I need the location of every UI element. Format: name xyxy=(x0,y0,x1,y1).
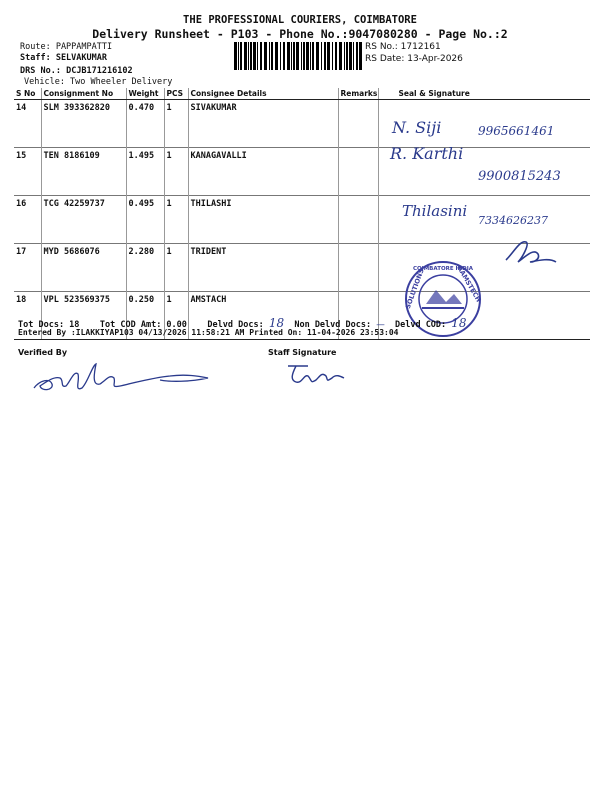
cell-sno: 16 xyxy=(14,196,41,244)
barcode-bar xyxy=(332,42,333,70)
delvd-cod: Delvd COD: xyxy=(394,320,447,330)
rs-date: RS Date: 13-Apr-2026 xyxy=(365,54,463,64)
drs-number: DCJB171216102 xyxy=(66,66,133,76)
barcode-bar xyxy=(283,42,285,70)
barcode-bar xyxy=(287,42,290,70)
cell-remarks xyxy=(338,196,378,244)
delvd-cod-handwritten: 18 xyxy=(451,316,467,330)
barcode-bar xyxy=(321,42,322,70)
barcode-bar xyxy=(253,42,256,70)
barcode-bar xyxy=(234,42,237,70)
barcode-bar xyxy=(353,42,354,70)
stamp-top-text: COIMBATORE INDIA xyxy=(412,266,474,272)
tot-docs: Tot Docs: 18 xyxy=(18,320,80,330)
cell-pcs: 1 xyxy=(164,292,188,340)
barcode-bar xyxy=(240,42,242,70)
rs-number: RS No.: 1712161 xyxy=(365,42,441,52)
route-text: Route: PAPPAMPATTI xyxy=(20,42,113,52)
col-weight: Weight xyxy=(126,88,164,100)
cell-consignee: KANAGAVALLI xyxy=(188,148,338,196)
barcode-bar xyxy=(310,42,311,70)
barcode-bar xyxy=(280,42,281,70)
barcode-bar xyxy=(238,42,239,70)
col-remarks: Remarks xyxy=(338,88,378,100)
barcode-bar xyxy=(312,42,314,70)
cell-weight: 0.495 xyxy=(126,196,164,244)
cell-remarks xyxy=(338,148,378,196)
cell-pcs: 1 xyxy=(164,100,188,148)
barcode-bar xyxy=(275,42,278,70)
cell-remarks xyxy=(338,244,378,292)
barcode-bar xyxy=(248,42,249,70)
signature-row17 xyxy=(500,236,560,268)
cell-weight: 2.280 xyxy=(126,244,164,292)
col-sno: S No xyxy=(14,88,41,100)
staff-signature xyxy=(282,358,352,388)
stamp-left-text: SOLUTIONS xyxy=(403,267,426,310)
barcode-bar xyxy=(339,42,342,70)
cell-weight: 0.250 xyxy=(126,292,164,340)
cell-consignee: THILASHI xyxy=(188,196,338,244)
handwritten-name-row16: Thilasini xyxy=(402,202,468,220)
cell-remarks xyxy=(338,100,378,148)
verified-signature xyxy=(30,358,230,398)
cell-consignee: TRIDENT xyxy=(188,244,338,292)
cell-sno: 14 xyxy=(16,103,27,113)
handwritten-name-row15: R. Karthi xyxy=(390,144,464,163)
barcode-bar xyxy=(346,42,348,70)
tot-cod: Tot COD Amt: 0.00 xyxy=(99,320,187,330)
verified-by-label: Verified By xyxy=(18,348,68,357)
company-title: THE PROFESSIONAL COURIERS, COIMBATORE xyxy=(183,14,417,26)
cell-consignment: TCG 42259737 xyxy=(41,196,126,244)
cell-weight: 1.495 xyxy=(126,148,164,196)
barcode-bar xyxy=(257,42,258,70)
barcode-bar xyxy=(324,42,326,70)
vehicle-text: Vehicle: Two Wheeler Delivery xyxy=(24,77,173,87)
barcode-bar xyxy=(264,42,267,70)
col-pcs: PCS xyxy=(164,88,188,100)
barcode-bar xyxy=(356,42,358,70)
cell-pcs: 1 xyxy=(164,196,188,244)
handwritten-phone-row15: 9900815243 xyxy=(478,169,561,184)
col-seal-signature: Seal & Signature xyxy=(378,88,590,100)
barcode-bar xyxy=(296,42,299,70)
col-consignee: Consignee Details xyxy=(188,88,338,100)
barcode-bar xyxy=(349,42,352,70)
barcode-bar xyxy=(327,42,330,70)
cell-pcs: 1 xyxy=(164,244,188,292)
staff-text: Staff: SELVAKUMAR xyxy=(20,53,107,63)
staff-signature-label: Staff Signature xyxy=(268,348,337,357)
cell-consignee: AMSTACH xyxy=(188,292,338,340)
handwritten-phone-row16: 7334626237 xyxy=(478,214,548,227)
cell-sno: 18 xyxy=(14,292,41,340)
stamp-right-text: AAMSTECH xyxy=(455,264,483,304)
barcode-bar xyxy=(271,42,273,70)
delvd-docs-handwritten: 18 xyxy=(268,316,285,330)
handwritten-name-row14: N. Siji xyxy=(392,118,442,137)
barcode-bar xyxy=(335,42,337,70)
barcode-bar xyxy=(359,42,362,70)
col-consignment: Consignment No xyxy=(41,88,126,100)
cell-consignment: VPL 523569375 xyxy=(41,292,126,340)
cell-sno: 15 xyxy=(14,148,41,196)
non-delvd-docs: Non Delvd Docs: xyxy=(294,320,372,330)
cell-consignee: SIVAKUMAR xyxy=(188,100,338,148)
barcode xyxy=(232,42,362,72)
barcode-bar xyxy=(344,42,345,70)
barcode-bar xyxy=(260,42,262,70)
runsheet-subtitle: Delivery Runsheet - P103 - Phone No.:9047080280 - Page No.:2 xyxy=(92,27,508,41)
barcode-bar xyxy=(303,42,305,70)
entered-by-line: Entered By :ILAKKIYAP103 04/13/2026 11:58:21 AM Printed On: 11-04-2026 23:53:04 xyxy=(18,328,399,337)
barcode-bar xyxy=(269,42,270,70)
cell-pcs: 1 xyxy=(164,148,188,196)
delvd-docs: Delvd Docs: xyxy=(207,320,264,330)
barcode-bar xyxy=(316,42,319,70)
table-header-row xyxy=(14,88,590,100)
barcode-bar xyxy=(306,42,309,70)
barcode-bar xyxy=(250,42,252,70)
non-delvd-handwritten: — xyxy=(376,320,385,330)
barcode-bar xyxy=(244,42,247,70)
cell-consignment: SLM 393362820 xyxy=(41,100,126,148)
cell-sno: 17 xyxy=(14,244,41,292)
barcode-bar xyxy=(291,42,292,70)
cell-consignment: MYD 5686076 xyxy=(41,244,126,292)
barcode-bar xyxy=(293,42,295,70)
drs-label: DRS No.: xyxy=(20,66,61,76)
barcode-bar xyxy=(301,42,302,70)
handwritten-phone-row14: 9965661461 xyxy=(478,124,555,138)
cell-weight: 0.470 xyxy=(126,100,164,148)
drs-block xyxy=(20,66,133,76)
cell-consignment: TEN 8186109 xyxy=(41,148,126,196)
